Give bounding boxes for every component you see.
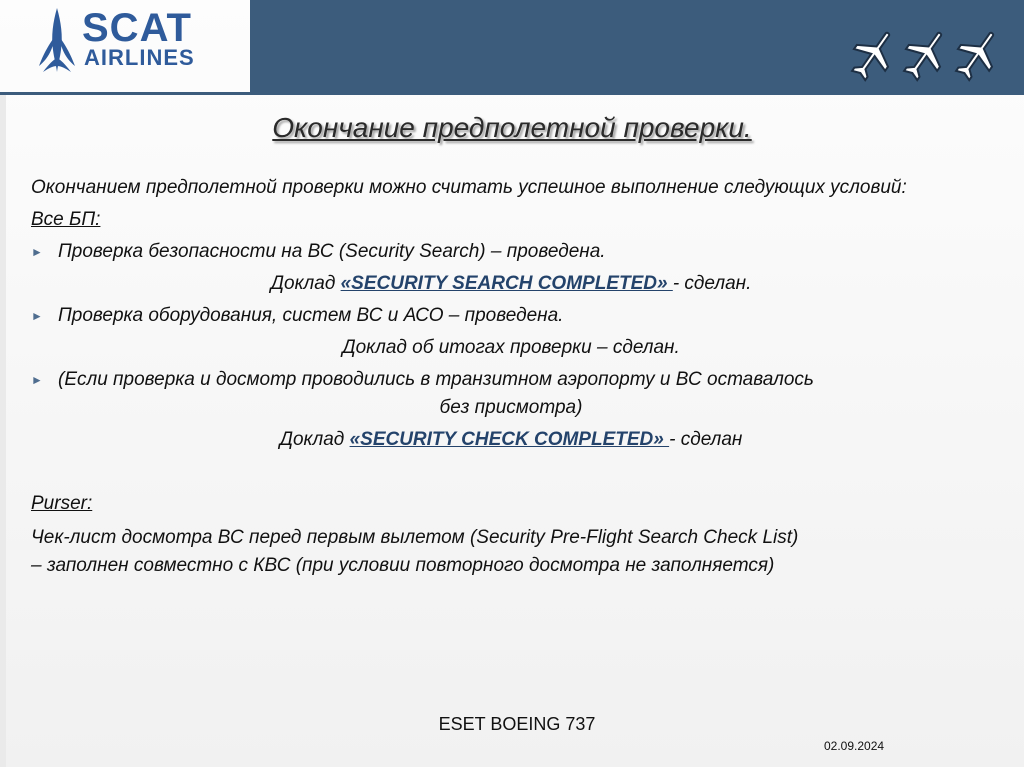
report-line-3 xyxy=(31,426,991,454)
intro-text: Окончанием предполетной проверки можно считать успешное выполнение следующих условий: xyxy=(31,177,907,198)
report-key-security-search: «SECURITY SEARCH COMPLETED» xyxy=(340,273,673,294)
brand-name: SCAT xyxy=(82,6,192,50)
report-suffix: - сделан xyxy=(669,429,743,450)
scat-bird-logo-icon xyxy=(35,6,79,74)
planes-decoration xyxy=(850,26,1000,88)
scat-logo xyxy=(35,6,215,76)
list-item xyxy=(31,302,991,330)
report-suffix: - сделан. xyxy=(672,273,752,294)
bullet-arrow-icon: ► xyxy=(31,245,43,259)
bullet-arrow-icon: ► xyxy=(31,373,43,387)
report-key-security-check: «SECURITY CHECK COMPLETED» xyxy=(349,429,670,450)
bullet-text: Проверка оборудования, систем ВС и АСО – проведена. xyxy=(58,305,564,326)
purser-line-1: Чек-лист досмотра ВС перед первым вылетом (Security Pre-Flight Search Check List) xyxy=(31,527,799,548)
plane-icon xyxy=(902,26,948,84)
spacer xyxy=(31,454,991,490)
brand-subname: AIRLINES xyxy=(84,45,195,70)
bullet-arrow-icon: ► xyxy=(31,309,43,323)
report-prefix: Доклад xyxy=(279,429,350,450)
left-frame xyxy=(0,94,6,767)
footer-text: ESET BOEING 737 xyxy=(438,714,596,734)
plane-icon xyxy=(954,26,1000,84)
report-line-2: Доклад об итогах проверки – сделан. xyxy=(342,337,680,358)
bullet-text: (Если проверка и досмотр проводились в транзитном аэропорту и ВС оставалось xyxy=(58,369,814,390)
purser-label: Purser: xyxy=(31,493,93,514)
bullet-continuation: без присмотра) xyxy=(439,397,583,418)
purser-line-2: – заполнен совместно с КВС (при условии повторного досмотра не заполняется) xyxy=(31,555,775,576)
report-prefix: Доклад xyxy=(270,273,341,294)
report-line-1 xyxy=(31,270,991,298)
list-item xyxy=(31,366,991,394)
bullet-text: Проверка безопасности на ВС (Security Search) – проведена. xyxy=(58,241,606,262)
footer-date: 02.09.2024 xyxy=(824,739,885,753)
page-title: Окончание предполетной проверки. xyxy=(272,112,752,143)
all-bp-label: Все БП: xyxy=(31,209,101,230)
plane-icon xyxy=(850,26,896,84)
slide-body xyxy=(31,174,991,580)
header-divider xyxy=(0,92,1024,95)
list-item xyxy=(31,238,991,266)
